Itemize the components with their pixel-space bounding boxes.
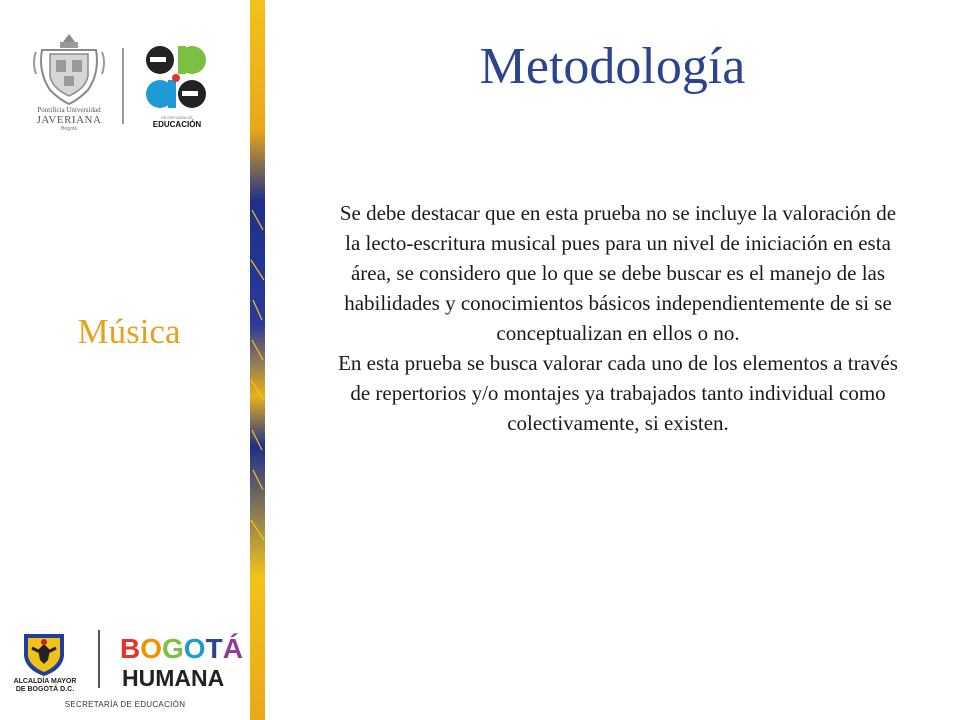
body-text (338, 198, 898, 438)
javeriana-line2: JAVERIANA (36, 114, 102, 126)
page-title: Metodología (479, 38, 746, 95)
svg-text:BOGOTÁ: BOGOTÁ (120, 633, 243, 664)
paragraph-2: En esta prueba se busca valorar cada uno de los elementos a través de repertorios y/o montajes ya trabajados tanto individual como colectivamente, si existen. (338, 351, 898, 435)
bogota-logos (6, 626, 243, 718)
secretaria-text: SECRETARÍA DE EDUCACIÓN (64, 700, 186, 709)
bogota-humana-logo (120, 632, 243, 692)
decorative-strip (250, 0, 265, 720)
left-panel (0, 0, 250, 720)
javeriana-line3: Bogotá (61, 126, 77, 132)
javeriana-line1: Pontificia Universidad (37, 106, 101, 114)
ered-education-label: EDUCACIÓN (152, 120, 202, 129)
subject-label: Música (77, 312, 181, 351)
logo-divider (122, 48, 124, 124)
alcaldia-text (6, 678, 84, 694)
institution-logos (30, 32, 220, 132)
javeriana-crest-icon (30, 32, 108, 106)
bogota-humana-word2: HUMANA (122, 665, 225, 691)
ered-small-text: SECRETARÍA DE (161, 115, 193, 120)
alcaldia-line1: ALCALDÍA MAYOR (13, 678, 77, 685)
red-logo-icon (142, 42, 212, 114)
paragraph-1: Se debe destacar que en esta prueba no se incluye la valoración de la lecto-escritura musical pues para un nivel de iniciación en esta área, se considero que lo que se debe buscar es el manejo de las habilidades y conocimientos básicos independientemente de si se conceptualizan en ellos o no. (339, 201, 897, 345)
alcaldia-line2: DE BOGOTÁ D.C. (15, 686, 75, 693)
bogota-crest-icon (18, 630, 70, 678)
bottom-logo-divider (98, 630, 100, 688)
